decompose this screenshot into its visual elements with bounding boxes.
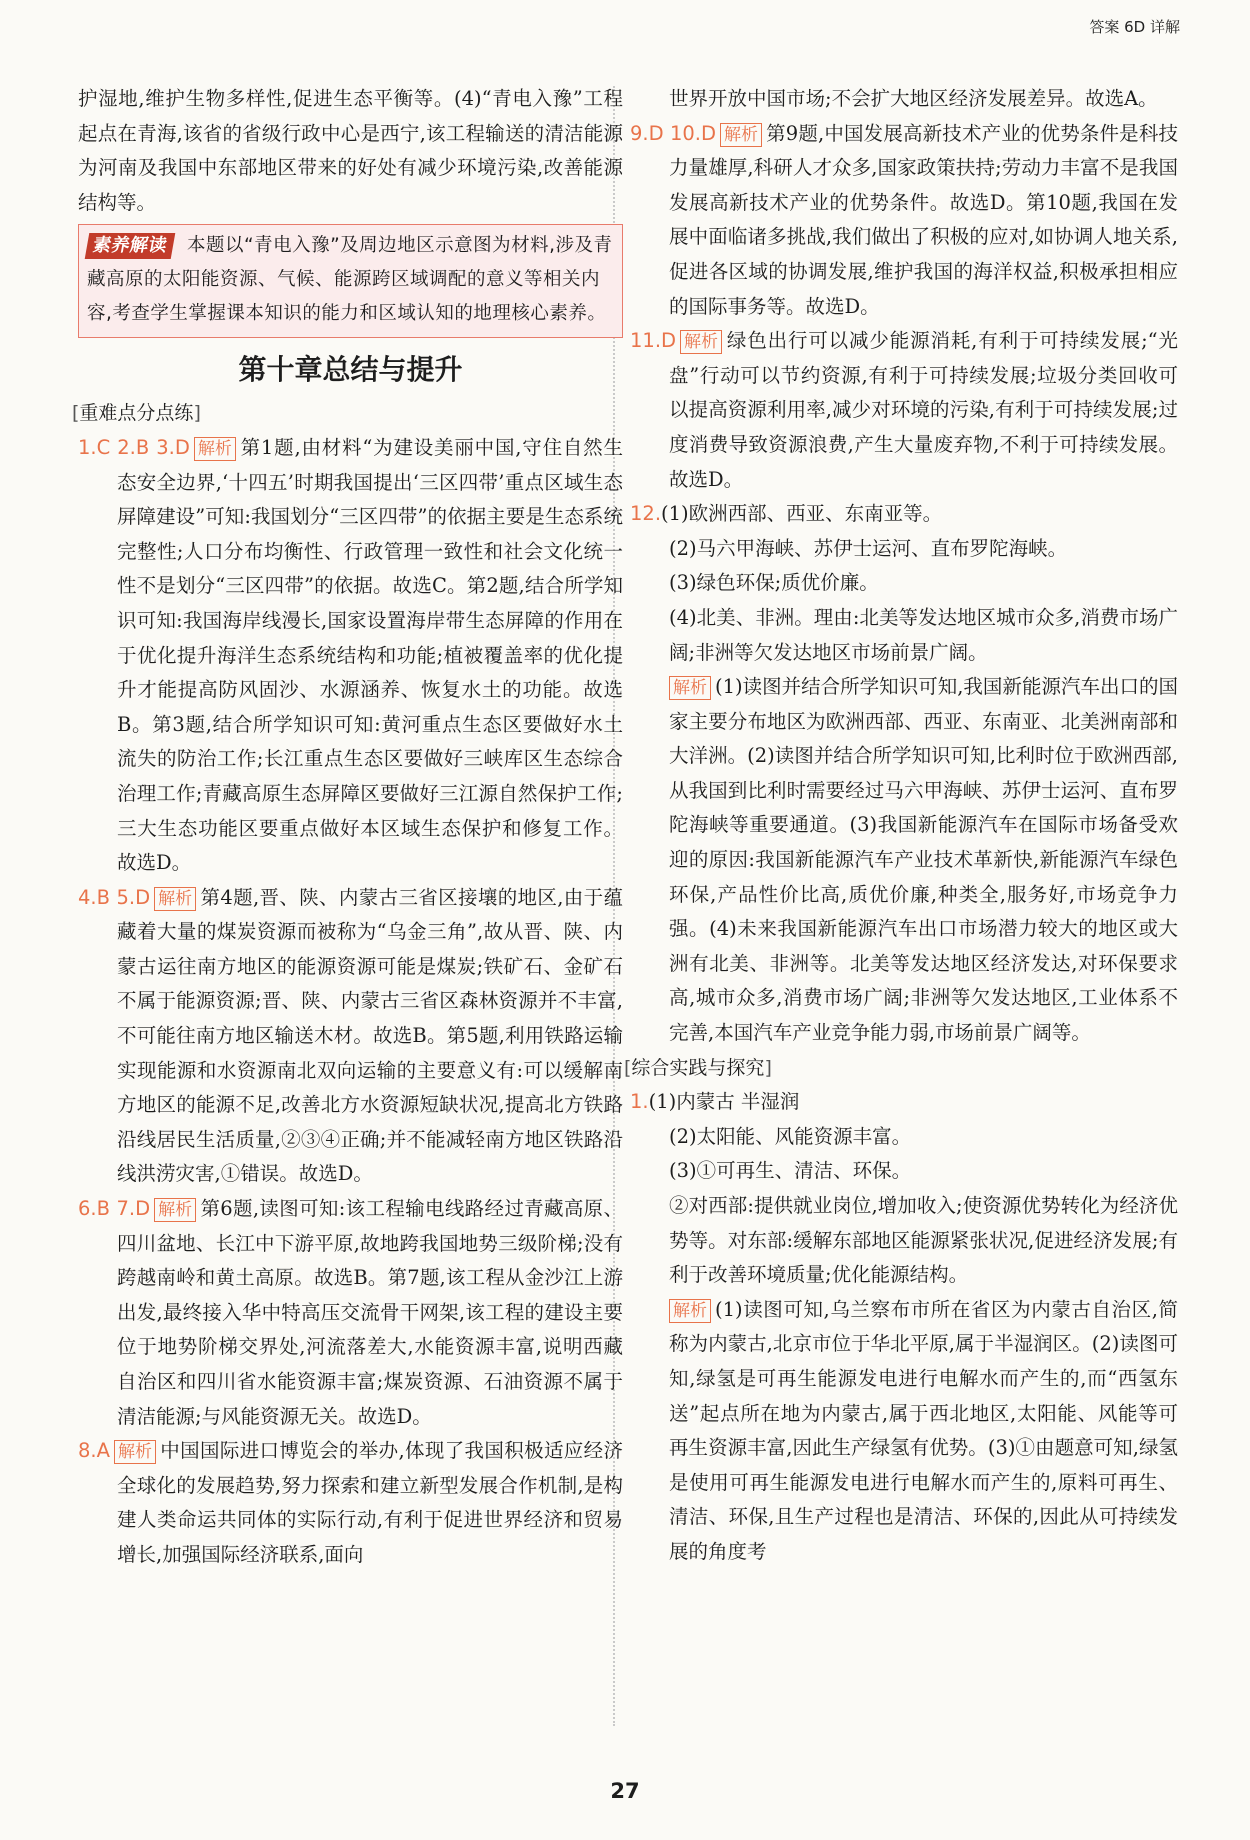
practice-1-part-4: ②对西部:提供就业岗位,增加收入;使资源优势转化为经济优势等。对东部:缓解东部地区能源紧张状况,促进经济发展;有利于改善环境质量;优化能源结构。: [669, 1194, 1178, 1287]
analysis-tag: 解析: [669, 1299, 711, 1323]
literacy-box: [78, 224, 623, 338]
answer-header-tag: 答案 6D 详解: [1089, 18, 1180, 36]
chapter-title: 第十章总结与提升: [238, 353, 463, 387]
analysis-tag: 解析: [680, 330, 722, 354]
practice-1-part-1: 1.(1)内蒙古 半湿润: [630, 1090, 800, 1114]
answer-8: 8.A 解析 中国国际进口博览会的举办,体现了我国积极适应经济全球化的发展趋势,努力探索和建立新型发展合作机制,是构建人类命运共同体的实际行动,有利于促进世界经济和贸易增长,加强国际经济联系,面向: [78, 1439, 623, 1566]
analysis-tag: 解析: [194, 437, 236, 461]
practice-1-part-2: (2)太阳能、风能资源丰富。: [669, 1124, 912, 1148]
answer-6-7: 6.B 7.D 解析 第6题,读图可知:该工程输电线路经过青藏高原、四川盆地、长江中下游平原,故地跨我国地势三级阶梯;没有跨越南岭和黄土高原。故选B。第7题,该工程从金沙江上游出发,最终接入华中特高压交流骨干网架,该工程的建设主要位于地势阶梯交界处,河流落差大,水能资源丰富,说明西藏自治区和四川省水能资源丰富;煤炭资源、石油资源不属于清洁能源;与风能资源无关。故选D。: [78, 1197, 623, 1428]
page-number: 27: [610, 1779, 640, 1803]
answer-12-part-3: (3)绿色环保;质优价廉。: [669, 571, 879, 595]
section-heading-practice: [综合实践与探究]: [624, 1056, 772, 1079]
analysis-tag: 解析: [669, 676, 711, 700]
practice-1-analysis: 解析 (1)读图可知,乌兰察布市所在省区为内蒙古自治区,简称为内蒙古,北京市位于华北平原,属于半湿润区。(2)读图可知,绿氢是可再生能源发电进行电解水而产生的,而“西氢东送”起点所在地为内蒙古,属于西北地区,太阳能、风能等可再生资源丰富,因此生产绿氢有优势。(3)①由题意可知,绿氢是使用可再生能源发电进行电解水而产生的,原料可再生、清洁、环保,且生产过程也是清洁、环保的,因此从可持续发展的角度考: [669, 1297, 1178, 1563]
answer-12-part-2: (2)马六甲海峡、苏伊士运河、直布罗陀海峡。: [669, 536, 1068, 560]
literacy-text: 本题以“青电入豫”及周边地区示意图为材料,涉及青藏高原的太阳能资源、气候、能源跨区域调配的意义等相关内容,考查学生掌握课本知识的能力和区域认知的地理核心素养。: [87, 235, 613, 325]
right-column: [624, 82, 1178, 1570]
answer-12-analysis: 解析 (1)读图并结合所学知识可知,我国新能源汽车出口的国家主要分布地区为欧洲西部、西亚、东南亚、北美洲南部和大洋洲。(2)读图并结合所学知识可知,比利时位于欧洲西部,从我国到比利时需要经过马六甲海峡、苏伊士运河、直布罗陀海峡等重要通道。(3)我国新能源汽车在国际市场备受欢迎的原因:我国新能源汽车产业技术革新快,新能源汽车绿色环保,产品性价比高,质优价廉,种类全,服务好,市场竞争力强。(4)未来我国新能源汽车出口市场潜力较大的地区或大洲有北美、非洲等。北美等发达地区经济发达,对环保要求高,城市众多,消费市场广阔;非洲等欠发达地区,工业体系不完善,本国汽车产业竞争能力弱,市场前景广阔等。: [669, 675, 1178, 1045]
section-heading-key-points: [重难点分点练]: [72, 402, 201, 425]
analysis-tag: 解析: [154, 1198, 196, 1222]
answer-4-5: 4.B 5.D 解析 第4题,晋、陕、内蒙古三省区接壤的地区,由于蕴藏着大量的煤炭资源而被称为“乌金三角”,故从晋、陕、内蒙古运往南方地区的能源资源可能是煤炭;铁矿石、金矿石不属于能源资源;晋、陕、内蒙古三省区森林资源并不丰富,不可能往南方地区输送木材。故选B。第5题,利用铁路运输实现能源和水资源南北双向运输的主要意义有:可以缓解南方地区的能源不足,改善北方水资源短缺状况,提高北方铁路沿线居民生活质量,②③④正确;并不能减轻南方地区铁路沿线洪涝灾害,①错误。故选D。: [78, 885, 623, 1186]
answer-1-3: 1.C 2.B 3.D 解析 第1题,由材料“为建设美丽中国,守住自然生态安全边界,‘十四五’时期我国提出‘三区四带’重点区域生态屏障建设”可知:我国划分“三区四带”的依据主要是生态系统完整性;人口分布均衡性、行政管理一致性和社会文化统一性不是划分“三区四带”的依据。故选C。第2题,结合所学知识可知:我国海岸线漫长,国家设置海岸带生态屏障的作用在于优化提升海洋生态系统结构和功能;植被覆盖率的优化提升才能提高防风固沙、水源涵养、恢复水土的功能。故选B。第3题,结合所学知识可知:黄河重点生态区要做好水土流失的防治工作;长江重点生态区要做好三峡库区生态综合治理工作;青藏高原生态屏障区要做好三江源自然保护工作;三大生态功能区要重点做好本区域生态保护和修复工作。故选D。: [78, 435, 623, 875]
intro-paragraph: 护湿地,维护生物多样性,促进生态平衡等。(4)“青电入豫”工程起点在青海,该省的省级行政中心是西宁,该工程输送的清洁能源为河南及我国中东部地区带来的好处有减少环境污染,改善能源结构等。: [78, 87, 623, 214]
answer-12-part-4: (4)北美、非洲。理由:北美等发达地区城市众多,消费市场广阔;非洲等欠发达地区市场前景广阔。: [669, 605, 1178, 664]
answer-11: 11.D 解析 绿色出行可以减少能源消耗,有利于可持续发展;“光盘”行动可以节约资源,有利于可持续发展;垃圾分类回收可以提高资源利用率,减少对环境的污染,有利于可持续发展;过度消费导致资源浪费,产生大量废弃物,不利于可持续发展。故选D。: [630, 329, 1178, 491]
answer-12-part-1: 12.(1)欧洲西部、西亚、东南亚等。: [630, 502, 943, 526]
literacy-label: 素养解读: [85, 233, 176, 259]
answer-9-10: 9.D 10.D 解析 第9题,中国发展高新技术产业的优势条件是科技力量雄厚,科研人才众多,国家政策扶持;劳动力丰富不是我国发展高新技术产业的优势条件。故选D。第10题,我国在发展中面临诸多挑战,我们做出了积极的应对,如协调人地关系,促进各区域的协调发展,维护我国的海洋权益,积极承担相应的国际事务等。故选D。: [630, 121, 1178, 318]
analysis-tag: 解析: [154, 887, 196, 911]
practice-1-part-3: (3)①可再生、清洁、环保。: [669, 1159, 912, 1183]
analysis-tag: 解析: [114, 1440, 156, 1464]
left-column: [72, 82, 623, 1573]
answer-8-continued: 世界开放中国市场;不会扩大地区经济发展差异。故选A。: [669, 87, 1158, 110]
analysis-tag: 解析: [720, 123, 762, 147]
